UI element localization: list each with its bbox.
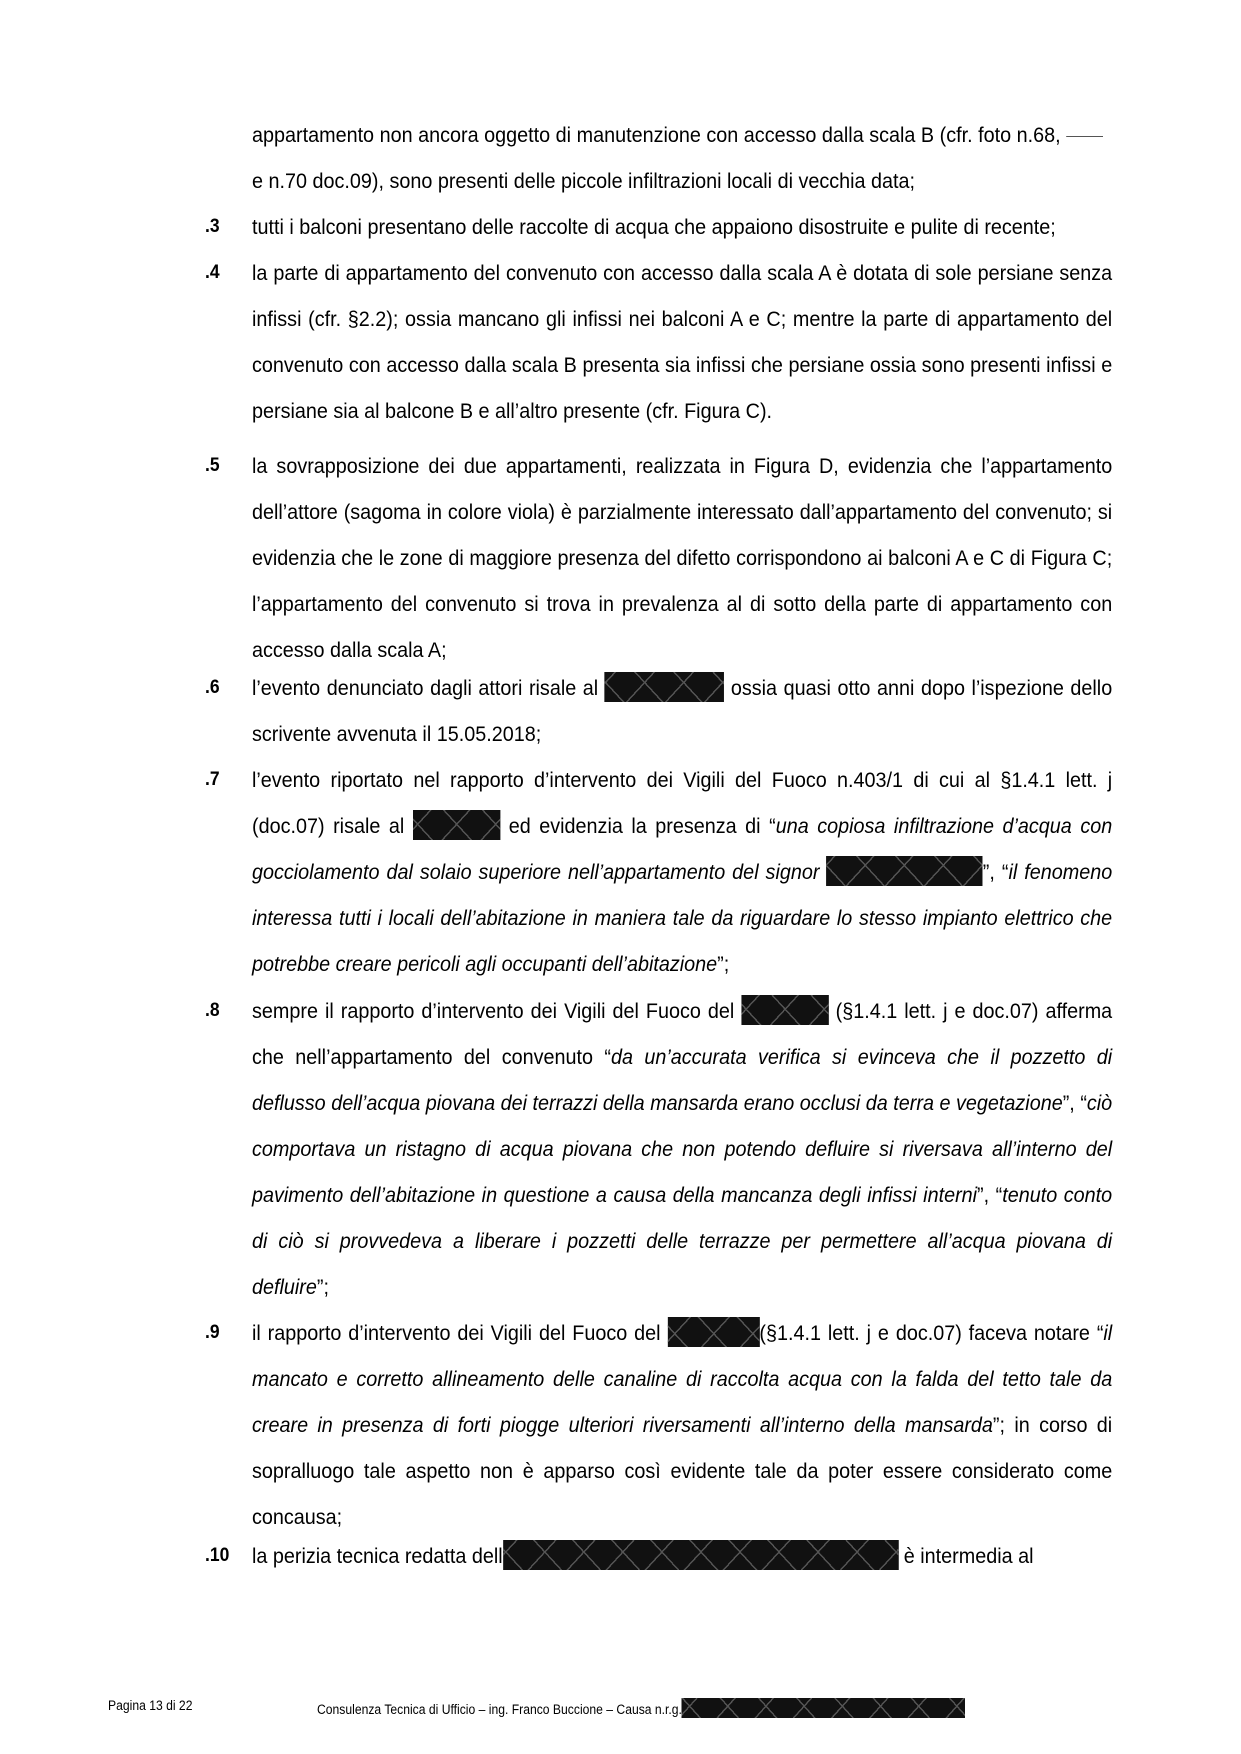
quoted-text: il mancato e corretto allineamento delle canaline di raccolta acqua con la falda del tetto tale da creare in presenza di forti piogge ulteriori riversamenti all’interno della mansarda xyxy=(252,1321,1113,1437)
footer-page-number: Pagina 13 di 22 xyxy=(108,1698,193,1713)
list-item xyxy=(252,757,1112,987)
list-item xyxy=(252,250,1112,434)
body-text: ”, “ xyxy=(1062,1091,1087,1115)
body-text: (§1.4.1 lett. j e doc.07) faceva notare “ xyxy=(759,1321,1104,1345)
item-number: .7 xyxy=(205,769,220,790)
item-number: .4 xyxy=(205,262,220,283)
quoted-text: tenuto conto di ciò si provvedeva a liberare i pozzetti delle terrazze per permettere all’acqua piovana di defluire xyxy=(252,1183,1113,1299)
body-text: ”; in corso di sopralluogo tale aspetto non è apparso così evidente tale da poter essere considerato come concausa; xyxy=(252,1413,1113,1529)
body-text: e n.70 doc.09), sono presenti delle piccole infiltrazioni locali di vecchia data; xyxy=(252,169,916,193)
redacted-block xyxy=(682,1698,966,1718)
list-item xyxy=(252,443,1112,673)
redacted-block xyxy=(741,995,828,1025)
item-number: .3 xyxy=(205,216,220,237)
quoted-text: il fenomeno interessa tutti i locali dell’abitazione in maniera tale da riguardare lo stesso impianto elettrico che potrebbe creare pericoli agli occupanti dell’abitazione xyxy=(252,860,1113,976)
body-text: ”, “ xyxy=(982,860,1009,884)
body-text: la perizia tecnica redatta dell xyxy=(252,1544,503,1568)
list-item xyxy=(252,988,1112,1310)
item-number: .5 xyxy=(205,455,220,476)
item-number: .9 xyxy=(205,1322,220,1343)
quoted-text: una copiosa infiltrazione d’acqua con gocciolamento dal solaio superiore nell’appartamento del signor xyxy=(252,814,1113,884)
redacted-block xyxy=(605,672,725,702)
body-text: ossia quasi otto anni dopo l’ispezione dello scrivente avvenuta il 15.05.2018; xyxy=(252,676,1113,746)
item-number: .8 xyxy=(205,1000,220,1021)
quoted-text: da un’accurata verifica si evinceva che il pozzetto di deflusso dell’acqua piovana dei terrazzi della mansarda erano occlusi da terra e vegetazione xyxy=(252,1045,1113,1115)
body-text: è intermedia al xyxy=(898,1544,1034,1568)
redacted-block xyxy=(826,856,982,886)
redacted-block xyxy=(667,1317,759,1347)
footer-title-text: Consulenza Tecnica di Ufficio – ing. Franco Buccione – Causa n.r.g. xyxy=(317,1702,682,1717)
body-text: tutti i balconi presentano delle raccolte di acqua che appaiono disostruite e pulite di recente; xyxy=(252,215,1056,239)
item-number: .10 xyxy=(205,1545,230,1566)
list-item xyxy=(252,112,1112,204)
body-text: ed evidenzia la presenza di “ xyxy=(500,814,776,838)
body-text: la sovrapposizione dei due appartamenti, realizzata in Figura D, evidenzia che l’appartamento dell’attore (sagoma in colore viola) è parzialmente interessato dall’appartamento del convenuto; si evidenzia che le zone di maggiore presenza del difetto corrispondono ai balconi A e C di Figura C; l’appartamento del convenuto si trova in prevalenza al di sotto della parte di appartamento con accesso dalla scala A; xyxy=(252,454,1113,662)
item-number: .6 xyxy=(205,677,220,698)
body-text: l’evento denunciato dagli attori risale al xyxy=(252,676,605,700)
body-text: l’evento riportato nel rapporto d’intervento dei Vigili del Fuoco n.403/1 di cui al §1.4.1 lett. j (doc.07) risale al xyxy=(252,768,1113,838)
list-item xyxy=(252,204,1112,250)
body-text: ”, “ xyxy=(977,1183,1003,1207)
body-text: ”; xyxy=(717,952,730,976)
body-text: sempre il rapporto d’intervento dei Vigili del Fuoco del xyxy=(252,999,742,1023)
list-item xyxy=(252,1310,1112,1540)
body-text: appartamento non ancora oggetto di manutenzione con accesso dalla scala B (cfr. foto n.68, xyxy=(252,123,1067,147)
redacted-block xyxy=(503,1540,899,1570)
redacted-block xyxy=(413,810,500,840)
body-text: la parte di appartamento del convenuto con accesso dalla scala A è dotata di sole persiane senza infissi (cfr. §2.2); ossia mancano gli infissi nei balconi A e C; mentre la parte di appartamento del convenuto con accesso dalla scala B presenta sia infissi che persiane ossia sono presenti infissi e persiane sia al balcone B e all’altro presente (cfr. Figura C). xyxy=(252,261,1113,423)
quoted-text: ciò comportava un ristagno di acqua piovana che non potendo defluire si riversava all’interno del pavimento dell’abitazione in questione a causa della mancanza degli infissi interni xyxy=(252,1091,1113,1207)
body-text: (§1.4.1 lett. j e doc.07) afferma che nell’appartamento del convenuto “ xyxy=(252,999,1113,1069)
body-text: il rapporto d’intervento dei Vigili del Fuoco del xyxy=(252,1321,668,1345)
line-mark xyxy=(1066,136,1103,137)
list-item xyxy=(252,1533,1112,1579)
footer-title xyxy=(317,1698,965,1718)
body-text: ”; xyxy=(316,1275,329,1299)
list-item xyxy=(252,665,1112,757)
